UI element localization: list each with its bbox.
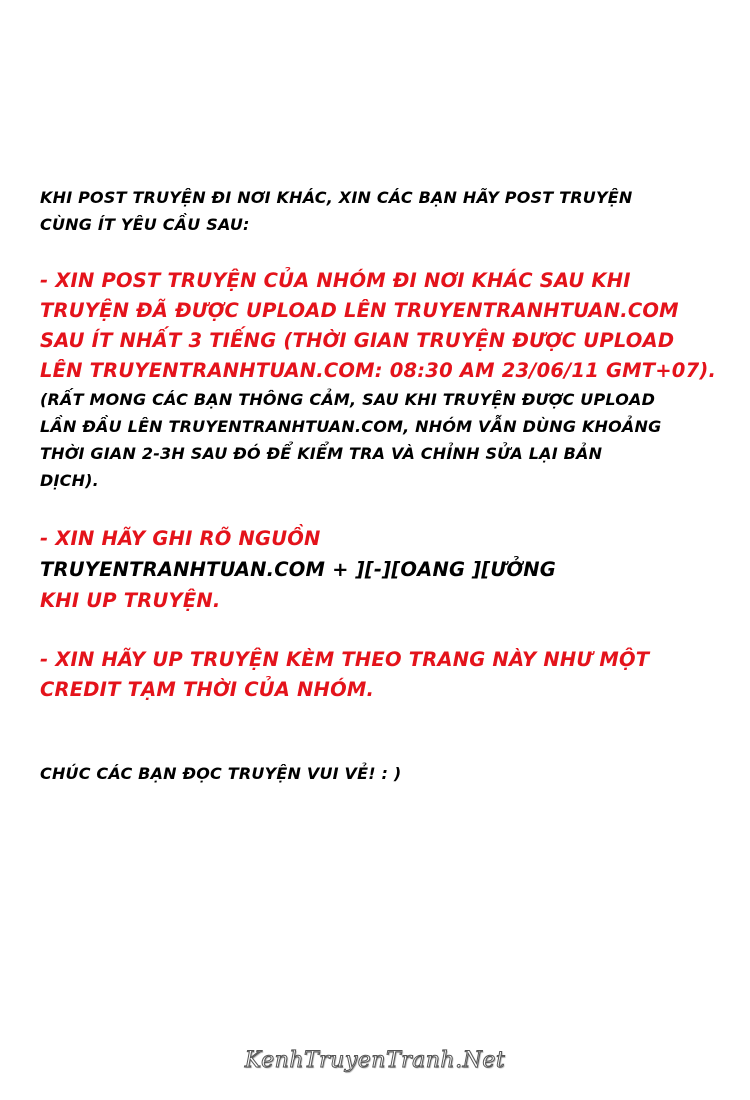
rule-post-delay-line: SAU ÍT NHẤT 3 TIẾNG (THỜI GIAN TRUYỆN ĐƯỢC UPLOAD [40, 329, 675, 352]
closing-line: CHÚC CÁC BẠN ĐỌC TRUYỆN VUI VẺ! : ) [40, 764, 402, 783]
rule-credit-source-line: KHI UP TRUYỆN. [40, 589, 221, 612]
rule-include-page-line: - XIN HÃY UP TRUYỆN KÈM THEO TRANG NÀY NHƯ MỘT [40, 648, 650, 671]
intro-line: CÙNG ÍT YÊU CẦU SAU: [40, 215, 250, 234]
rule-credit-source-line: - XIN HÃY GHI RÕ NGUỒN [40, 527, 321, 550]
closing-message [40, 760, 730, 787]
rule-include-page [40, 645, 730, 705]
note-line: LẦN ĐẦU LÊN TRUYENTRANHTUAN.COM, NHÓM VẪN DÙNG KHOẢNG [40, 417, 662, 436]
note-line: DỊCH). [40, 471, 99, 490]
rule-post-delay-line: LÊN TRUYENTRANHTUAN.COM: 08:30 AM 23/06/11 GMT+07). [40, 359, 717, 382]
rule-post-delay-line: TRUYỆN ĐÃ ĐƯỢC UPLOAD LÊN TRUYENTRANHTUAN.COM [40, 299, 679, 322]
rule-post-delay-line: - XIN POST TRUYỆN CỦA NHÓM ĐI NƠI KHÁC SAU KHI [40, 269, 631, 292]
note-paragraph [40, 386, 730, 494]
note-line: (RẤT MONG CÁC BẠN THÔNG CẢM, SAU KHI TRUYỆN ĐƯỢC UPLOAD [40, 390, 656, 409]
source-credit-line: TRUYENTRANHTUAN.COM + ][-][OANG ][ƯỞNG [40, 558, 556, 581]
rule-post-delay [40, 266, 730, 386]
rule-include-page-line: CREDIT TẠM THỜI CỦA NHÓM. [40, 678, 375, 701]
rule-credit-source [40, 523, 730, 616]
watermark: KenhTruyenTranh.Net [244, 1048, 506, 1073]
intro-line: KHI POST TRUYỆN ĐI NƠI KHÁC, XIN CÁC BẠN HÃY POST TRUYỆN [40, 188, 633, 207]
note-line: THỜI GIAN 2-3H SAU ĐÓ ĐỂ KIỂM TRA VÀ CHỈNH SỬA LẠI BẢN [40, 444, 603, 463]
intro-paragraph [40, 184, 730, 238]
